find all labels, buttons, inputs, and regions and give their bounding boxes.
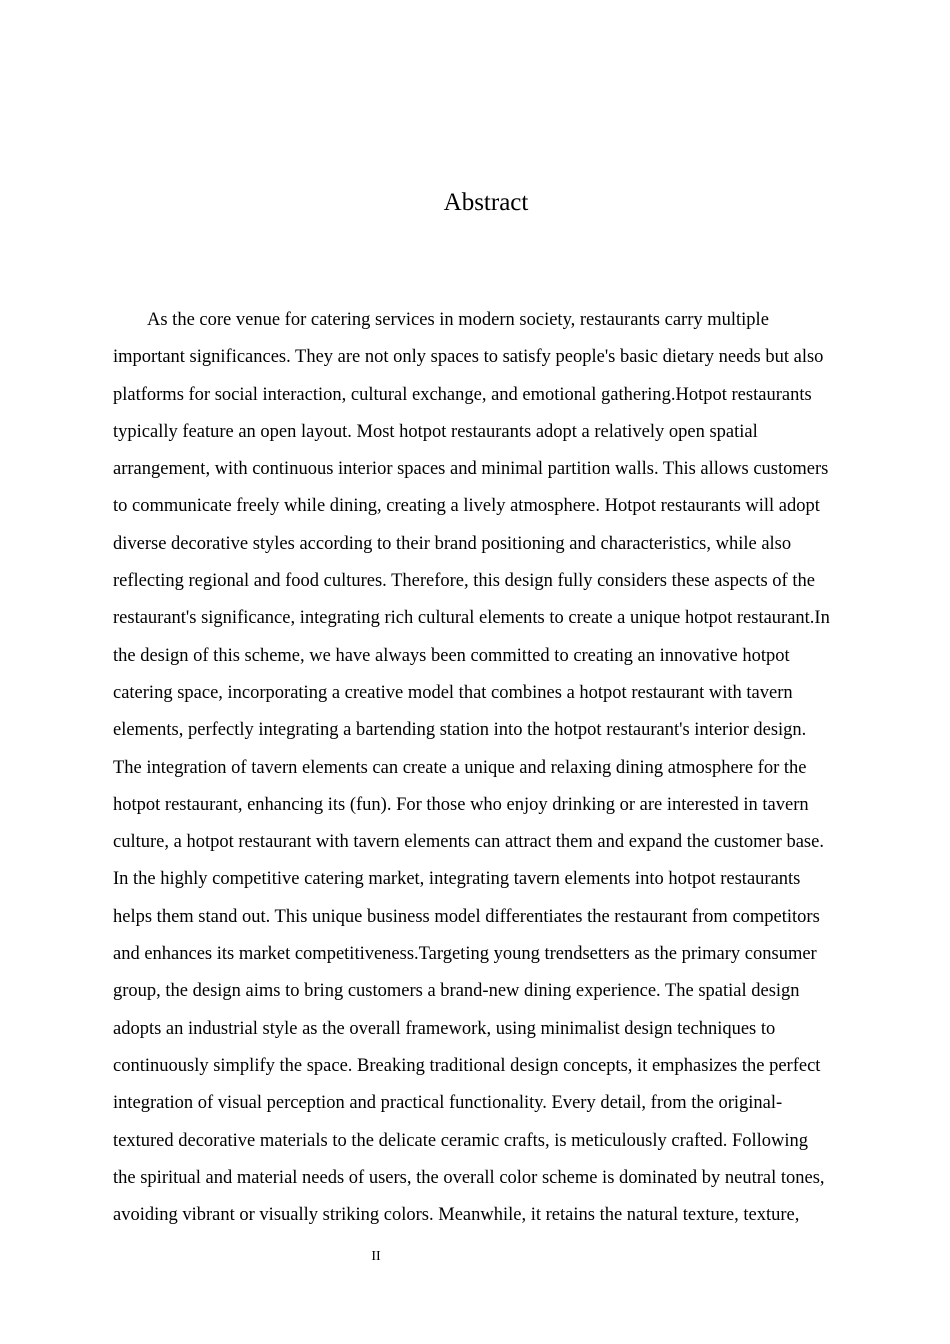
text-line: integration of visual perception and practical functionality. Every detail, from the original- <box>113 1093 783 1114</box>
text-line: and enhances its market competitiveness.Targeting young trendsetters as the primary consumer <box>113 944 817 965</box>
text-line: adopts an industrial style as the overall framework, using minimalist design techniques to <box>113 1018 776 1039</box>
text-line: The integration of tavern elements can create a unique and relaxing dining atmosphere for the <box>113 757 807 778</box>
text-line: elements, perfectly integrating a bartending station into the hotpot restaurant's interior design. <box>113 720 807 741</box>
text-line: As the core venue for catering services in modern society, restaurants carry multiple <box>147 310 769 330</box>
text-line: important significances. They are not only spaces to satisfy people's basic dietary needs but also <box>113 347 824 368</box>
text-line: continuously simplify the space. Breaking traditional design concepts, it emphasizes the perfect <box>113 1055 821 1076</box>
text-line: helps them stand out. This unique business model differentiates the restaurant from competitors <box>113 906 820 927</box>
text-line: reflecting regional and food cultures. Therefore, this design fully considers these aspects of the <box>113 571 815 592</box>
text-line: the design of this scheme, we have always been committed to creating an innovative hotpot <box>113 645 790 666</box>
text-line: the spiritual and material needs of users, the overall color scheme is dominated by neutral tones, <box>113 1167 825 1188</box>
text-line: In the highly competitive catering market, integrating tavern elements into hotpot restaurants <box>113 869 801 890</box>
text-line: arrangement, with continuous interior spaces and minimal partition walls. This allows customers <box>113 459 829 480</box>
page-title: Abstract <box>443 189 529 216</box>
text-line: restaurant's significance, integrating rich cultural elements to create a unique hotpot restaurant.In <box>113 608 830 629</box>
text-line: culture, a hotpot restaurant with tavern elements can attract them and expand the customer base. <box>113 832 824 853</box>
text-line: catering space, incorporating a creative model that combines a hotpot restaurant with tavern <box>113 682 793 703</box>
text-line: diverse decorative styles according to their brand positioning and characteristics, while also <box>113 533 792 554</box>
abstract-paragraph <box>113 302 858 1234</box>
page-number: II <box>371 1249 381 1264</box>
text-line: platforms for social interaction, cultural exchange, and emotional gathering.Hotpot restaurants <box>113 384 812 405</box>
text-line: avoiding vibrant or visually striking colors. Meanwhile, it retains the natural texture, texture, <box>113 1205 800 1226</box>
text-line: typically feature an open layout. Most hotpot restaurants adopt a relatively open spatial <box>113 421 758 442</box>
text-line: group, the design aims to bring customers a brand-new dining experience. The spatial design <box>113 981 800 1002</box>
text-line: hotpot restaurant, enhancing its (fun). For those who enjoy drinking or are interested in tavern <box>113 794 809 815</box>
text-line: textured decorative materials to the delicate ceramic crafts, is meticulously crafted. Following <box>113 1130 809 1151</box>
text-line: to communicate freely while dining, creating a lively atmosphere. Hotpot restaurants will adopt <box>113 496 820 517</box>
